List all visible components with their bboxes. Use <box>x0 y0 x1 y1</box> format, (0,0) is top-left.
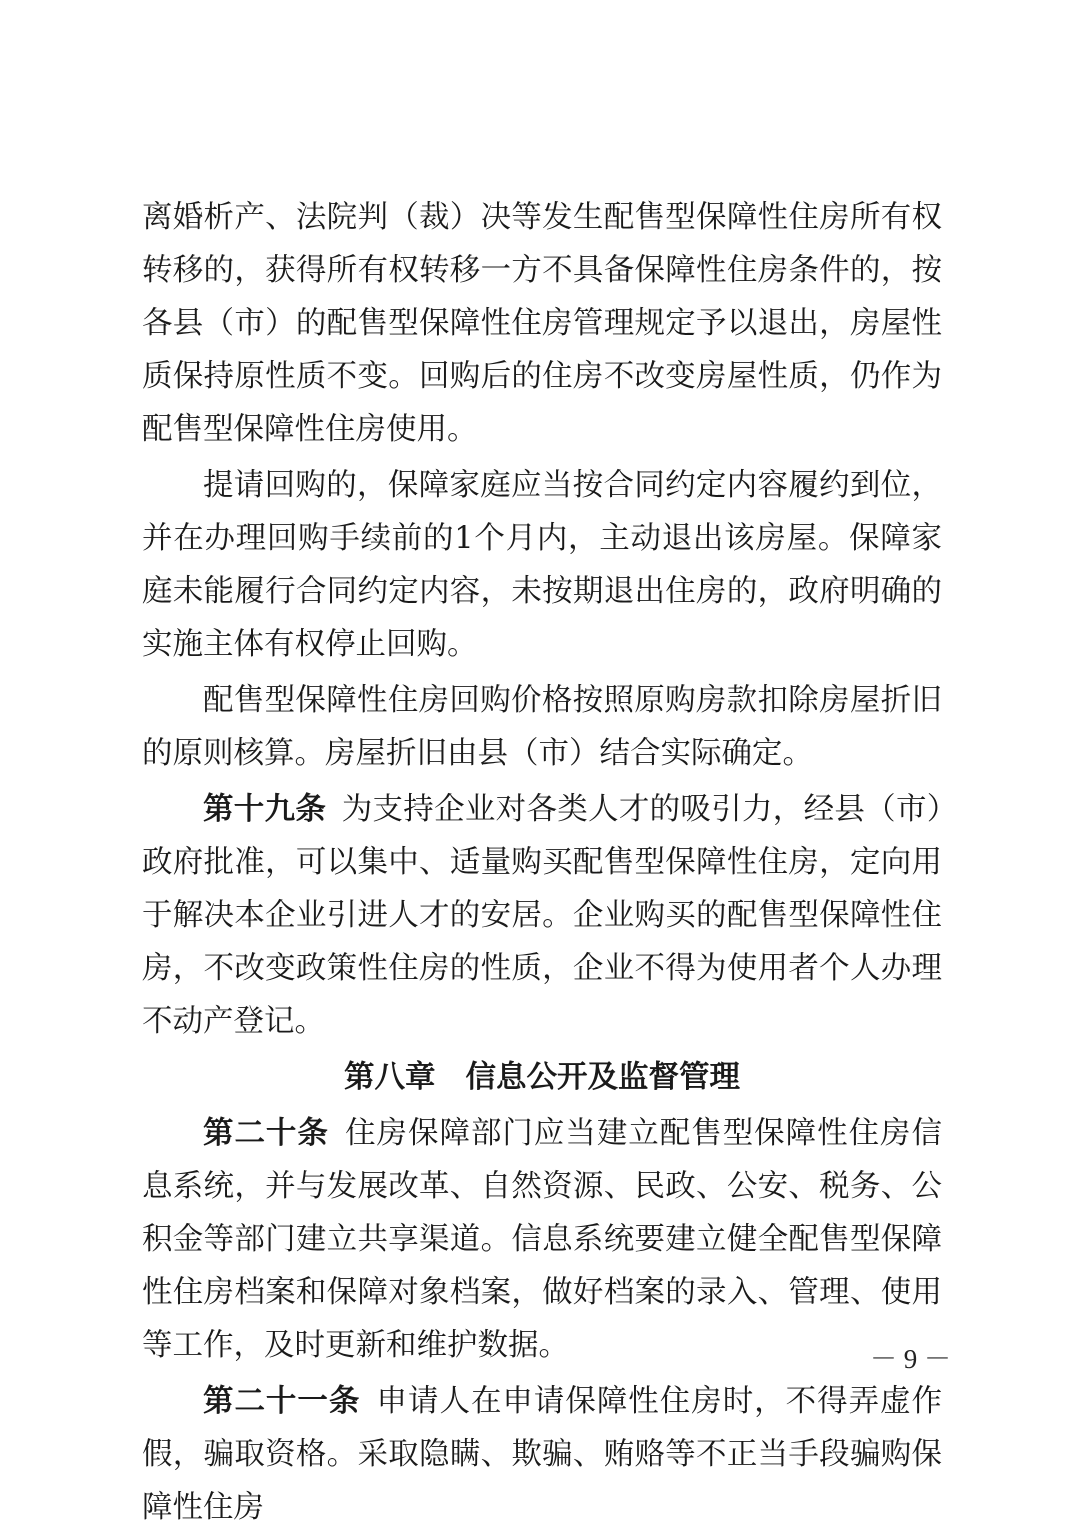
article-20 <box>142 1107 942 1372</box>
article-number: 第二十条 <box>203 1116 329 1151</box>
article-number: 第十九条 <box>203 792 327 827</box>
article-19 <box>142 783 942 1048</box>
paragraph-repurchase-price <box>142 674 942 780</box>
paragraph-text: 提请回购的，保障家庭应当按合同约定内容履约到位，并在办理回购手续前的1个月内，主动退出该房屋。保障家庭未能履行合同约定内容，未按期退出住房的，政府明确的实施主体有权停止回购。 <box>142 468 942 662</box>
paragraph-text: 配售型保障性住房回购价格按照原购房款扣除房屋折旧的原则核算。房屋折旧由县（市）结合实际确定。 <box>142 683 942 771</box>
article-text: 为支持企业对各类人才的吸引力，经县（市）政府批准，可以集中、适量购买配售型保障性住房，定向用于解决本企业引进人才的安居。企业购买的配售型保障性住房，不改变政策性住房的性质，企业不得为使用者个人办理不动产登记。 <box>142 792 943 1039</box>
article-text: 申请人在申请保障性住房时，不得弄虚作假，骗取资格。采取隐瞒、欺骗、贿赂等不正当手段骗购保障性住房 <box>142 1384 943 1525</box>
article-number: 第二十一条 <box>203 1384 361 1419</box>
page-number: － 9 － <box>870 1344 951 1374</box>
paragraph-repurchase-procedure <box>142 459 942 671</box>
document-body <box>142 191 942 1537</box>
article-21 <box>142 1375 942 1534</box>
chapter-title: 信息公开及监督管理 <box>465 1060 740 1095</box>
paragraph-text: 离婚析产、法院判（裁）决等发生配售型保障性住房所有权转移的，获得所有权转移一方不具备保障性住房条件的，按各县（市）的配售型保障性住房管理规定予以退出，房屋性质保持原性质不变。回购后的住房不改变房屋性质，仍作为配售型保障性住房使用。 <box>142 200 942 447</box>
chapter-number: 第八章 <box>344 1060 436 1095</box>
chapter-heading <box>142 1051 942 1104</box>
paragraph-continuation <box>142 191 942 456</box>
article-text: 住房保障部门应当建立配售型保障性住房信息系统，并与发展改革、自然资源、民政、公安、税务、公积金等部门建立共享渠道。信息系统要建立健全配售型保障性住房档案和保障对象档案，做好档案的录入、管理、使用等工作，及时更新和维护数据。 <box>142 1116 943 1363</box>
